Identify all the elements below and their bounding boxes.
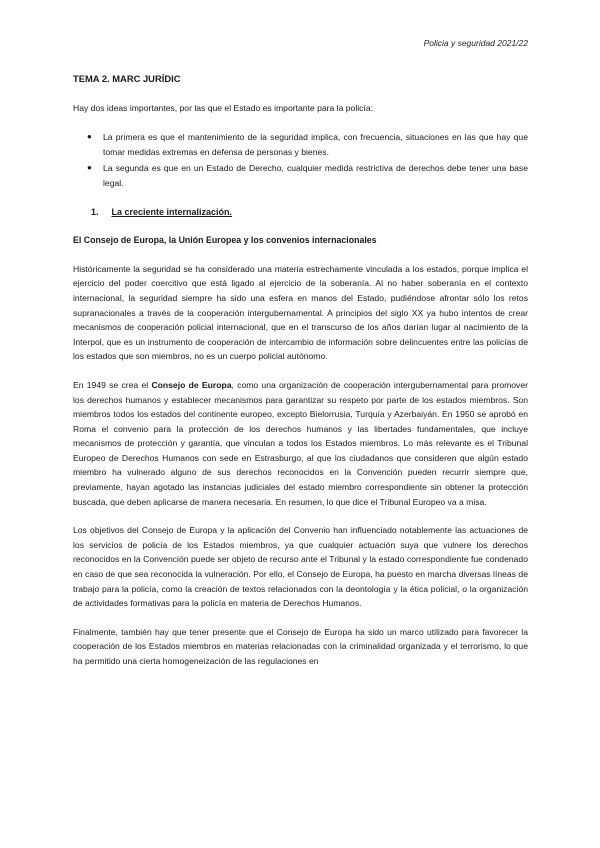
bullet-icon: ● — [87, 163, 92, 173]
document-title: TEMA 2. MARC JURÍDIC — [73, 73, 181, 84]
bullet-icon: ● — [87, 132, 92, 142]
section-heading — [91, 205, 528, 220]
bold-term: Consejo de Europa — [151, 379, 232, 390]
paragraph-final: Finalmente, también hay que tener presente que el Consejo de Europa ha sido un marco utilizado para favorecer la cooperación de los Estados miembros en materias relacionadas con la criminalidad organizada y el terrorismo, lo que ha permitido una cierta homogeneización de las regulaciones en — [73, 626, 528, 666]
page-header: Policia y seguridad 2021/22 — [423, 38, 528, 48]
paragraph-history: Históricamente la seguridad se ha considerado una materia estrechamente vinculada a los estados, porque implica el ejercicio del poder coercitivo que está ligado al ejercicio de la soberanía. Al no haber soberanía en el contexto internacional, la seguridad siempre ha sido una esfera en manos del Estado, pudiéndose afrontar sólo los retos supranacionales a través de la cooperación intergubernamental. A principios del siglo XX ya hubo intentos de crear mecanismos de cooperación policial internacional, que en el transcurso de los años darían lugar al nacimiento de la Interpol, que es un instrumento de cooperación de intercambio de información sobre delincuentes entre las policías de los estados que son miembros, no es un cuerpo policial autónomo. — [73, 263, 528, 362]
document-body — [73, 72, 528, 683]
subheading: El Consejo de Europa, la Unión Europea y los convenios internacionales — [73, 235, 377, 246]
intro-paragraph: Hay dos ideas importantes, por las que el Estado es importante para la policía: — [73, 102, 373, 113]
bullet-text: La primera es que el mantenimiento de la seguridad implica, con frecuencia, situaciones en las que hay que tomar medidas extremas en defensa de personas y bienes. — [103, 132, 528, 157]
paragraph-text: En 1949 se crea el — [73, 379, 152, 390]
bullet-list — [73, 130, 528, 190]
paragraph-text: , como una organización de cooperación intergubernamental para promover los derechos humanos y establecer mecanismos para garantizar su respeto por parte de los estados miembros. Son miembros todos los estados del continente europeo, excepto Bielorrusia, Turquía y Azerbaiyán. En 1950 se aprobó en Roma el convenio para la protección de los derechos humanos y las libertades fundamentales, que incluye mecanismos de protección y garantía, que vinculan a todos los Estados miembros. Lo más relevante es el Tribunal Europeo de Derechos Humanos con sede en Estrasburgo, al que los ciudadanos que consideren que algún estado miembro ha vulnerado alguno de sus derechos reconocidos en la Convención pueden recurrir siempre que, previamente, hayan agotado las instancias judiciales del estado miembro correspondiente sin obtener la protección buscada, que deben aplicarse de manera necesaria. En resumen, lo que dice el Tribunal Europeo va a misa. — [73, 379, 528, 507]
section-number: 1. — [91, 206, 99, 217]
bullet-text: La segunda es que en un Estado de Derecho, cualquier medida restrictiva de derechos debe tener una base legal. — [103, 163, 528, 188]
paragraph-consejo — [73, 378, 528, 509]
bullet-item — [73, 130, 528, 159]
bullet-item — [73, 161, 528, 190]
section-title: La creciente internalización. — [111, 206, 233, 217]
paragraph-objectives: Los objetivos del Consejo de Europa y la aplicación del Convenio han influenciado notablemente las actuaciones de los servicios de policía de los Estados miembros, ya que cualquier actuación suya que vulnere los derechos reconocidos en la Convención puede ser objeto de recurso ante el Tribunal y la estado correspondiente fue condenado en caso de que sea reconocida la vulneración. Por ello, el Consejo de Europa, ha puesto en marcha diversas líneas de trabajo para la policía, como la creación de textos relacionados con la deontología y la ética policial, o la organización de actividades formativas para la policía en materia de Derechos Humanos. — [73, 525, 528, 609]
